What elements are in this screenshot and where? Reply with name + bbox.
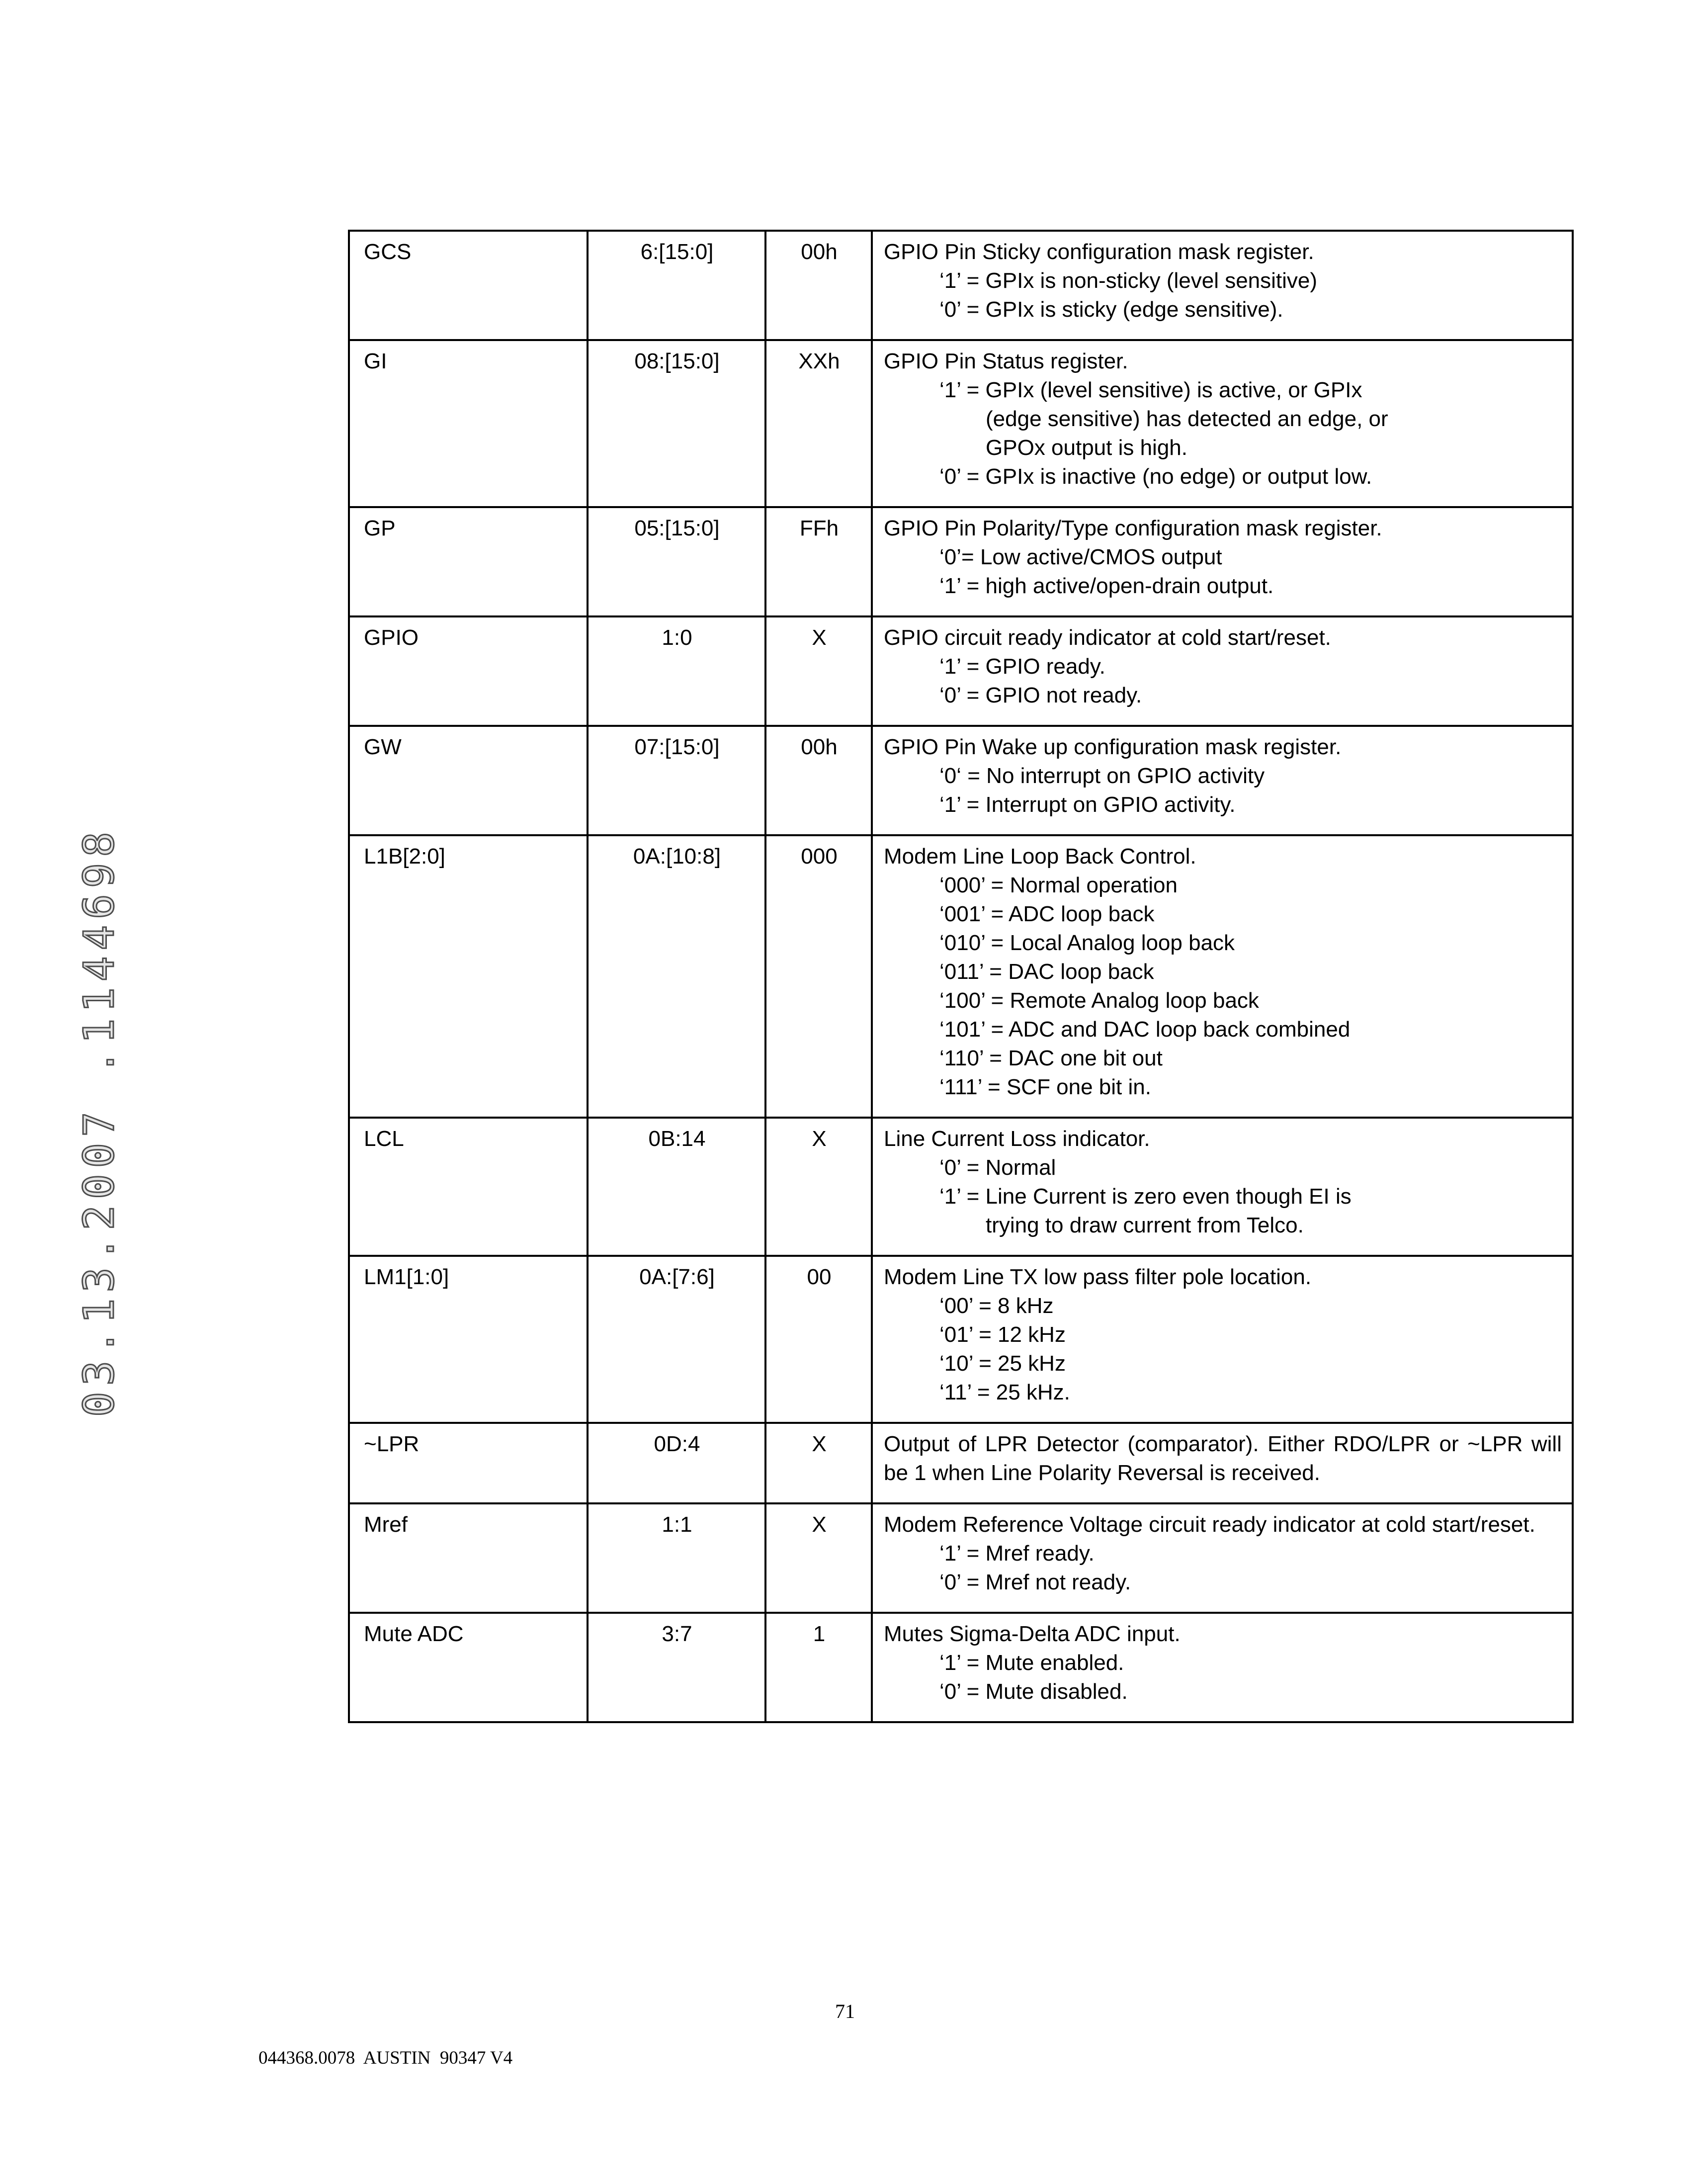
bits-cell: 05:[15:0]	[588, 507, 765, 616]
description-line: ‘1’ = Mute enabled.	[939, 1651, 1124, 1675]
description-line: ‘1’ = GPIx is non-sticky (level sensitive)	[939, 268, 1318, 293]
description-line: ‘10’ = 25 kHz	[939, 1351, 1066, 1376]
register-name-cell: GP	[349, 507, 588, 616]
table-row	[349, 1503, 1573, 1613]
default-value-cell: 00	[765, 1256, 872, 1423]
description-line: ‘101’ = ADC and DAC loop back combined	[939, 1017, 1351, 1042]
table-row	[349, 1118, 1573, 1256]
default-value-cell: 00h	[765, 231, 872, 340]
register-name-cell: GW	[349, 726, 588, 835]
page-number: 71	[835, 2000, 855, 2022]
description-line: ‘011’ = DAC loop back	[939, 960, 1154, 984]
description-cell	[872, 1613, 1573, 1722]
description-line: GPIO circuit ready indicator at cold start/reset.	[884, 625, 1331, 650]
register-name-cell: GI	[349, 340, 588, 507]
description-cell	[872, 507, 1573, 616]
register-name-cell: Mute ADC	[349, 1613, 588, 1722]
scan-stamp-watermark: 03.13.2007 .1144698	[75, 826, 123, 1417]
description-line: ‘0‘ = No interrupt on GPIO activity	[939, 764, 1265, 788]
description-line: ‘01’ = 12 kHz	[939, 1322, 1066, 1347]
bits-cell: 07:[15:0]	[588, 726, 765, 835]
description-line: ‘0’ = Mute disabled.	[939, 1679, 1128, 1704]
description-line: ‘100’ = Remote Analog loop back	[939, 988, 1259, 1013]
bits-cell: 0A:[10:8]	[588, 835, 765, 1118]
description-line: ‘1’ = GPIx (level sensitive) is active, or GPIx	[939, 378, 1362, 402]
description-cell	[872, 1256, 1573, 1423]
description-line: Mutes Sigma-Delta ADC input.	[884, 1622, 1181, 1646]
description-line: ‘1’ = Interrupt on GPIO activity.	[939, 792, 1236, 817]
bits-cell: 08:[15:0]	[588, 340, 765, 507]
footer-doc-ref: 044368.0078 AUSTIN 90347 V4	[258, 2048, 513, 2068]
description-line: GPIO Pin Sticky configuration mask register.	[884, 240, 1314, 264]
description-cell	[872, 1503, 1573, 1613]
description-line: GPIO Pin Status register.	[884, 349, 1128, 373]
table-row	[349, 340, 1573, 507]
description-line: Output of LPR Detector (comparator). Either RDO/LPR or ~LPR will be 1 when Line Polarity Reversal is received.	[884, 1432, 1562, 1485]
register-name-cell: ~LPR	[349, 1423, 588, 1503]
table-row	[349, 835, 1573, 1118]
description-line: ‘11’ = 25 kHz.	[939, 1380, 1070, 1404]
description-line: trying to draw current from Telco.	[986, 1213, 1304, 1237]
default-value-cell: X	[765, 616, 872, 726]
register-table	[348, 230, 1574, 1723]
table-row	[349, 616, 1573, 726]
bits-cell: 0D:4	[588, 1423, 765, 1503]
register-name-cell: L1B[2:0]	[349, 835, 588, 1118]
register-name-cell: LCL	[349, 1118, 588, 1256]
bits-cell: 1:1	[588, 1503, 765, 1613]
description-line: ‘010’ = Local Analog loop back	[939, 931, 1235, 955]
description-cell	[872, 1423, 1573, 1503]
description-line: GPIO Pin Wake up configuration mask register.	[884, 735, 1342, 759]
description-line: ‘0’ = Normal	[939, 1155, 1056, 1180]
description-line: GPIO Pin Polarity/Type configuration mask register.	[884, 516, 1382, 540]
description-line: ‘0’ = GPIx is inactive (no edge) or output low.	[939, 464, 1372, 489]
bits-cell: 6:[15:0]	[588, 231, 765, 340]
description-line: Modem Reference Voltage circuit ready indicator at cold start/reset.	[884, 1512, 1535, 1537]
table-row	[349, 1256, 1573, 1423]
register-name-cell: GPIO	[349, 616, 588, 726]
description-cell	[872, 340, 1573, 507]
bits-cell: 1:0	[588, 616, 765, 726]
default-value-cell: XXh	[765, 340, 872, 507]
bits-cell: 0A:[7:6]	[588, 1256, 765, 1423]
table-row	[349, 507, 1573, 616]
description-cell	[872, 231, 1573, 340]
description-line: Modem Line Loop Back Control.	[884, 844, 1196, 869]
description-line: Line Current Loss indicator.	[884, 1127, 1150, 1151]
default-value-cell: 1	[765, 1613, 872, 1722]
bits-cell: 3:7	[588, 1613, 765, 1722]
description-line: ‘1’ = Line Current is zero even though EI is	[939, 1184, 1352, 1209]
register-name-cell: Mref	[349, 1503, 588, 1613]
description-line: ‘110’ = DAC one bit out	[939, 1046, 1163, 1070]
default-value-cell: X	[765, 1503, 872, 1613]
description-line: ‘0’= Low active/CMOS output	[939, 545, 1222, 569]
description-line: Modem Line TX low pass filter pole location.	[884, 1265, 1312, 1289]
description-line: ‘0’ = GPIx is sticky (edge sensitive).	[939, 297, 1283, 322]
default-value-cell: X	[765, 1118, 872, 1256]
description-line: ‘1’ = high active/open-drain output.	[939, 574, 1274, 598]
register-name-cell: GCS	[349, 231, 588, 340]
table-row	[349, 231, 1573, 340]
description-cell	[872, 1118, 1573, 1256]
default-value-cell: 00h	[765, 726, 872, 835]
description-line: ‘00’ = 8 kHz	[939, 1294, 1054, 1318]
register-table-body	[349, 231, 1573, 1722]
table-row	[349, 1613, 1573, 1722]
description-line: ‘0’ = Mref not ready.	[939, 1570, 1131, 1594]
bits-cell: 0B:14	[588, 1118, 765, 1256]
description-line: ‘0’ = GPIO not ready.	[939, 683, 1142, 707]
default-value-cell: FFh	[765, 507, 872, 616]
description-line: ‘001’ = ADC loop back	[939, 902, 1155, 926]
table-row	[349, 1423, 1573, 1503]
register-name-cell: LM1[1:0]	[349, 1256, 588, 1423]
description-line: ‘000’ = Normal operation	[939, 873, 1178, 897]
description-cell	[872, 726, 1573, 835]
description-line: ‘111’ = SCF one bit in.	[939, 1075, 1151, 1099]
description-line: ‘1’ = GPIO ready.	[939, 654, 1105, 679]
default-value-cell: 000	[765, 835, 872, 1118]
table-row	[349, 726, 1573, 835]
description-line: (edge sensitive) has detected an edge, or	[986, 407, 1388, 431]
default-value-cell: X	[765, 1423, 872, 1503]
description-cell	[872, 616, 1573, 726]
description-line: GPOx output is high.	[986, 436, 1187, 460]
description-cell	[872, 835, 1573, 1118]
description-line: ‘1’ = Mref ready.	[939, 1541, 1095, 1566]
